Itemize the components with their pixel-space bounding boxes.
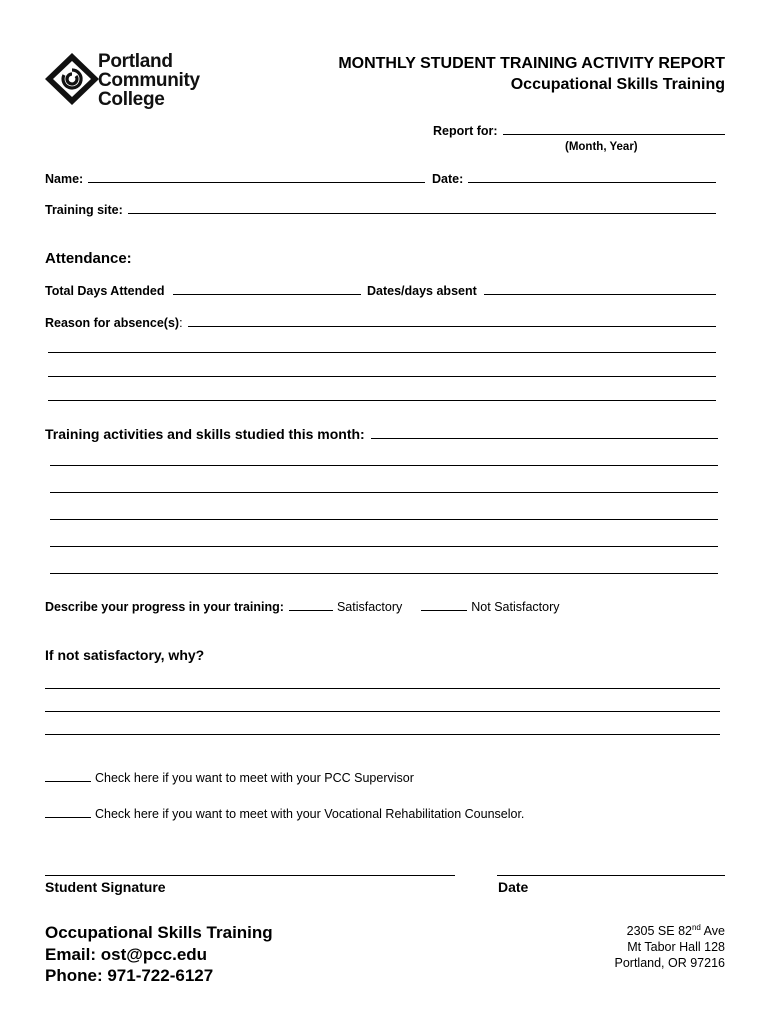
dates-absent-field[interactable] (484, 294, 716, 295)
why-line[interactable] (45, 711, 720, 712)
footer-phone: Phone: 971-722-6127 (45, 966, 214, 985)
name-label: Name: (45, 172, 84, 186)
why-line[interactable] (45, 688, 720, 689)
student-signature-label: Student Signature (45, 879, 166, 895)
address-line-2: Mt Tabor Hall 128 (627, 940, 725, 955)
footer-contact (45, 922, 273, 987)
address-line-1: 2305 SE 82nd Ave (626, 923, 725, 939)
name-field[interactable] (88, 182, 425, 183)
satisfactory-blank[interactable] (289, 610, 333, 611)
supervisor-check-label: Check here if you want to meet with your PCC Supervisor (95, 771, 414, 785)
date-row (432, 172, 716, 186)
total-days-field[interactable] (173, 294, 361, 295)
activities-label: Training activities and skills studied this month: (45, 426, 365, 442)
activities-line[interactable] (50, 465, 718, 466)
dates-absent-label: Dates/days absent (367, 284, 477, 298)
footer-address (615, 920, 726, 971)
reason-row (45, 316, 716, 330)
signature-date-label: Date (498, 879, 529, 895)
address-line-3: Portland, OR 97216 (614, 956, 725, 971)
pcc-logo-mark-icon (44, 52, 100, 106)
reason-line[interactable] (48, 376, 716, 377)
dates-absent-row (367, 284, 716, 298)
date-field[interactable] (468, 182, 716, 183)
activities-row (45, 426, 718, 442)
logo-wordmark: Portland Community College (98, 51, 200, 110)
signature-date-line[interactable] (497, 875, 725, 876)
counselor-check-blank[interactable] (45, 817, 91, 818)
counselor-check-label: Check here if you want to meet with your Vocational Rehabilitation Counselor. (95, 807, 525, 821)
not-satisfactory-option: Not Satisfactory (471, 600, 560, 614)
date-label: Date: (432, 172, 464, 186)
progress-label: Describe your progress in your training: (45, 600, 284, 614)
reason-field[interactable] (188, 326, 716, 327)
not-satisfactory-heading: If not satisfactory, why? (45, 647, 205, 663)
counselor-check-row (45, 807, 524, 821)
footer-email: Email: ost@pcc.edu (45, 944, 208, 964)
attendance-heading: Attendance: (45, 250, 132, 267)
progress-row (45, 600, 560, 614)
total-days-label: Total Days Attended (45, 284, 165, 298)
reason-colon: : (179, 316, 183, 330)
name-row (45, 172, 425, 186)
report-for-hint: (Month, Year) (565, 141, 638, 153)
report-for-row (433, 124, 725, 138)
activities-line[interactable] (50, 573, 718, 574)
total-days-row (45, 284, 361, 298)
student-signature-line[interactable] (45, 875, 455, 876)
activities-line[interactable] (50, 492, 718, 493)
footer-program: Occupational Skills Training (45, 923, 273, 942)
activities-line[interactable] (50, 546, 718, 547)
reason-label: Reason for absence(s) (45, 316, 180, 330)
training-site-field[interactable] (128, 213, 716, 214)
form-title: MONTHLY STUDENT TRAINING ACTIVITY REPORT (338, 55, 725, 72)
report-for-field[interactable] (503, 134, 725, 135)
report-for-label: Report for: (433, 124, 498, 138)
satisfactory-option: Satisfactory (336, 600, 403, 614)
reason-line[interactable] (48, 400, 716, 401)
reason-line[interactable] (48, 352, 716, 353)
training-site-label: Training site: (45, 203, 123, 217)
supervisor-check-row (45, 771, 414, 785)
form-subtitle: Occupational Skills Training (510, 76, 725, 93)
training-site-row (45, 203, 716, 217)
why-line[interactable] (45, 734, 720, 735)
not-satisfactory-blank[interactable] (421, 610, 467, 611)
activities-line[interactable] (50, 519, 718, 520)
activities-field[interactable] (371, 438, 718, 439)
supervisor-check-blank[interactable] (45, 781, 91, 782)
